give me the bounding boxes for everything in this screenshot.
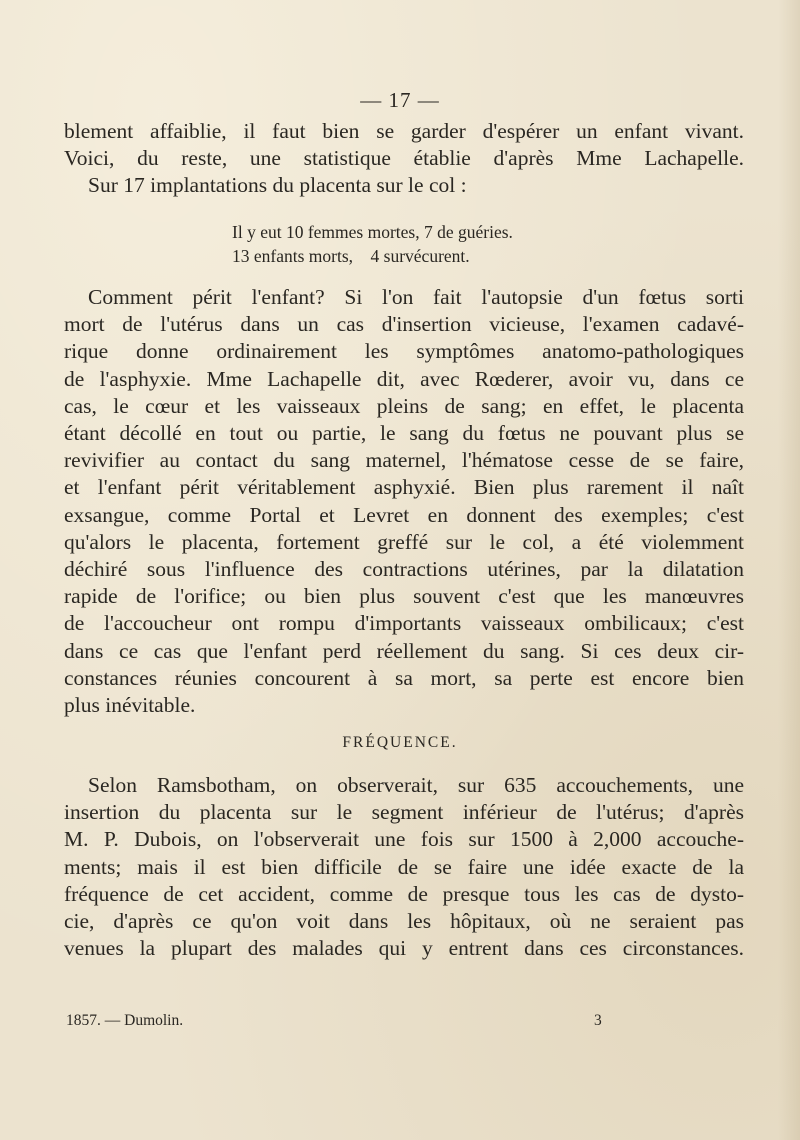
stats-line-women: Il y eut 10 femmes mortes, 7 de guéries.	[232, 222, 513, 242]
paragraph-2	[64, 284, 744, 719]
text-line: Comment périt l'enfant? Si l'on fait l'autopsie d'un fœtus sorti	[88, 285, 744, 309]
text-line: rapide de l'orifice; ou bien plus souvent c'est que les manœuvres	[64, 584, 744, 609]
text-line: de l'asphyxie. Mme Lachapelle dit, avec Rœderer, avoir vu, dans ce	[64, 366, 744, 391]
text-line: étant décollé en tout ou partie, le sang du fœtus ne pouvant plus se	[64, 421, 744, 446]
page-number-header: — 17 —	[360, 88, 440, 112]
text-line: Voici, du reste, une statistique établie d'après Mme Lachapelle.	[64, 146, 744, 171]
text-line: dans ce cas que l'enfant perd réellement du sang. Si ces deux cir-	[64, 638, 744, 663]
text-line: insertion du placenta sur le segment inférieur de l'utérus; d'après	[64, 800, 744, 825]
footer-sheet-number: 3	[594, 1012, 602, 1029]
text-line: ments; mais il est bien difficile de se faire une idée exacte de la	[64, 854, 744, 879]
footer-signature: 1857. — Dumolin.	[66, 1012, 184, 1029]
text-line: revivifier au contact du sang maternel, l'hématose cesse de se faire,	[64, 448, 744, 473]
text-line: déchiré sous l'influence des contractions utérines, par la dilatation	[64, 557, 744, 582]
text-line: blement affaiblie, il faut bien se garder d'espérer un enfant vivant.	[64, 119, 744, 143]
text-line: M. P. Dubois, on l'observerait une fois sur 1500 à 2,000 accouche-	[64, 827, 744, 852]
text-line: exsangue, comme Portal et Levret en donnent des exemples; c'est	[64, 502, 744, 527]
text-line: cie, d'après ce qu'on voit dans les hôpitaux, où ne seraient pas	[64, 909, 744, 934]
text-line: et l'enfant périt véritablement asphyxié. Bien plus rarement il naît	[64, 475, 744, 500]
text-line: venues la plupart des malades qui y entrent dans ces circonstances.	[64, 936, 744, 961]
text-line: rique donne ordinairement les symptômes anatomo-pathologiques	[64, 339, 744, 364]
text-line: Sur 17 implantations du placenta sur le col :	[88, 173, 467, 198]
page-edge-shadow	[778, 0, 800, 1140]
text-line: mort de l'utérus dans un cas d'insertion vicieuse, l'examen cadavé-	[64, 312, 744, 337]
section-title-frequence: FRÉQUENCE.	[342, 734, 458, 751]
stats-line-children: 13 enfants morts, 4 survécurent.	[232, 246, 470, 266]
text-line: cas, le cœur et les vaisseaux pleins de sang; en effet, le placenta	[64, 393, 744, 418]
text-line: constances réunies concourent à sa mort, sa perte est encore bien	[64, 665, 744, 690]
text-line: Selon Ramsbotham, on observerait, sur 635 accouchements, une	[88, 773, 744, 797]
paragraph-3	[64, 772, 744, 962]
text-line: fréquence de cet accident, comme de presque tous les cas de dysto-	[64, 881, 744, 906]
paragraph-1	[64, 118, 744, 200]
text-line: qu'alors le placenta, fortement greffé sur le col, a été violemment	[64, 529, 744, 554]
statistics-block	[232, 220, 513, 268]
text-line: de l'accoucheur ont rompu d'importants vaisseaux ombilicaux; c'est	[64, 611, 744, 636]
text-line: plus inévitable.	[64, 693, 196, 718]
